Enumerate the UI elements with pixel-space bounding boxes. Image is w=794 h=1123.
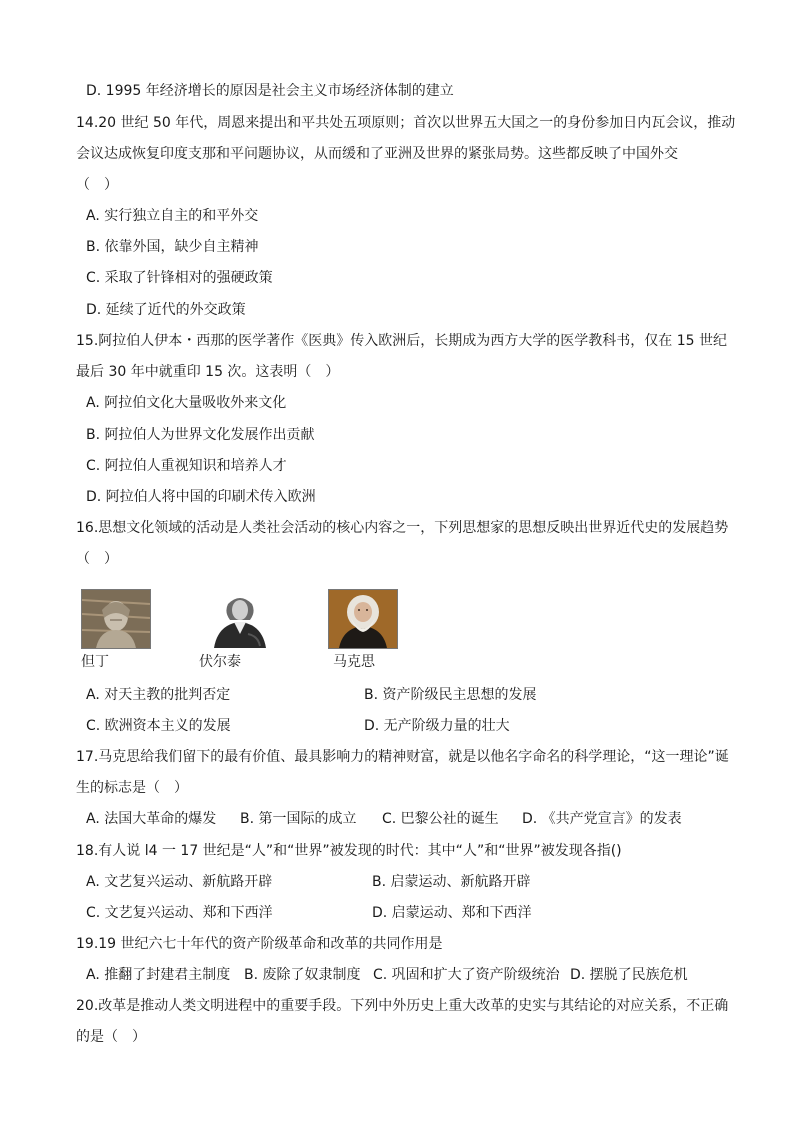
q15-option-a: A. 阿拉伯文化大量吸收外来文化 bbox=[86, 395, 287, 411]
q17-option-c: C. 巴黎公社的诞生 bbox=[382, 811, 499, 827]
q15-option-b: B. 阿拉伯人为世界文化发展作出贡献 bbox=[86, 427, 315, 443]
q14-option-d: D. 延续了近代的外交政策 bbox=[86, 302, 246, 318]
q17-stem-line2: 生的标志是（ ） bbox=[76, 780, 188, 796]
q19-option-c: C. 巩固和扩大了资产阶级统治 bbox=[373, 967, 560, 983]
voltaire-portrait-image bbox=[205, 589, 275, 649]
portrait-label-dante: 但丁 bbox=[81, 654, 109, 670]
q16-option-a: A. 对天主教的批判否定 bbox=[86, 687, 231, 703]
q16-option-c: C. 欧洲资本主义的发展 bbox=[86, 718, 231, 734]
q14-answer-paren: （ ） bbox=[76, 177, 118, 193]
q16-answer-paren: （ ） bbox=[76, 551, 118, 567]
q19-option-a: A. 推翻了封建君主制度 bbox=[86, 967, 231, 983]
q18-stem-line1: 18.有人说 l4 一 17 世纪是“人”和“世界”被发现的时代：其中“人”和“世界”被发现各指() bbox=[76, 843, 622, 859]
marx-portrait-image bbox=[328, 589, 398, 649]
q16-stem-line1: 16.思想文化领域的活动是人类社会活动的核心内容之一，下列思想家的思想反映出世界近代史的发展趋势 bbox=[76, 520, 729, 536]
q18-option-d: D. 启蒙运动、郑和下西洋 bbox=[372, 905, 532, 921]
q17-stem-line1: 17.马克思给我们留下的最有价值、最具影响力的精神财富，就是以他名字命名的科学理论，“这一理论”诞 bbox=[76, 749, 729, 765]
q14-option-b: B. 依靠外国，缺少自主精神 bbox=[86, 239, 259, 255]
q18-option-a: A. 文艺复兴运动、新航路开辟 bbox=[86, 874, 273, 890]
q15-option-c: C. 阿拉伯人重视知识和培养人才 bbox=[86, 458, 287, 474]
q16-option-b: B. 资产阶级民主思想的发展 bbox=[364, 687, 537, 703]
q20-stem-line1: 20.改革是推动人类文明进程中的重要手段。下列中外历史上重大改革的史实与其结论的对应关系，不正确 bbox=[76, 998, 729, 1014]
q15-stem-line1: 15.阿拉伯人伊本・西那的医学著作《医典》传入欧洲后，长期成为西方大学的医学教科书，仅在 15 世纪 bbox=[76, 333, 727, 349]
q16-option-d: D. 无产阶级力量的壮大 bbox=[364, 718, 510, 734]
q13-option-d: D. 1995 年经济增长的原因是社会主义市场经济体制的建立 bbox=[86, 83, 454, 99]
q14-stem-line2: 会议达成恢复印度支那和平问题协议，从而缓和了亚洲及世界的紧张局势。这些都反映了中国外交 bbox=[76, 146, 678, 162]
q14-option-a: A. 实行独立自主的和平外交 bbox=[86, 208, 259, 224]
portrait-label-marx: 马克思 bbox=[333, 654, 375, 670]
q18-option-b: B. 启蒙运动、新航路开辟 bbox=[372, 874, 531, 890]
q15-option-d: D. 阿拉伯人将中国的印刷术传入欧洲 bbox=[86, 489, 316, 505]
q19-stem-line1: 19.19 世纪六七十年代的资产阶级革命和改革的共同作用是 bbox=[76, 936, 443, 952]
q18-option-c: C. 文艺复兴运动、郑和下西洋 bbox=[86, 905, 273, 921]
q17-option-b: B. 第一国际的成立 bbox=[240, 811, 357, 827]
dante-portrait-image bbox=[81, 589, 151, 649]
q19-option-b: B. 废除了奴隶制度 bbox=[244, 967, 361, 983]
q17-option-a: A. 法国大革命的爆发 bbox=[86, 811, 217, 827]
q15-stem-line2: 最后 30 年中就重印 15 次。这表明（ ） bbox=[76, 364, 340, 380]
portrait-label-voltaire: 伏尔泰 bbox=[199, 654, 241, 670]
q14-stem-line1: 14.20 世纪 50 年代，周恩来提出和平共处五项原则；首次以世界五大国之一的身份参加日内瓦会议，推动 bbox=[76, 115, 736, 131]
q20-stem-line2: 的是（ ） bbox=[76, 1029, 146, 1045]
q19-option-d: D. 摆脱了民族危机 bbox=[570, 967, 688, 983]
q17-option-d: D. 《共产党宣言》的发表 bbox=[522, 811, 682, 827]
q14-option-c: C. 采取了针锋相对的强硬政策 bbox=[86, 270, 273, 286]
